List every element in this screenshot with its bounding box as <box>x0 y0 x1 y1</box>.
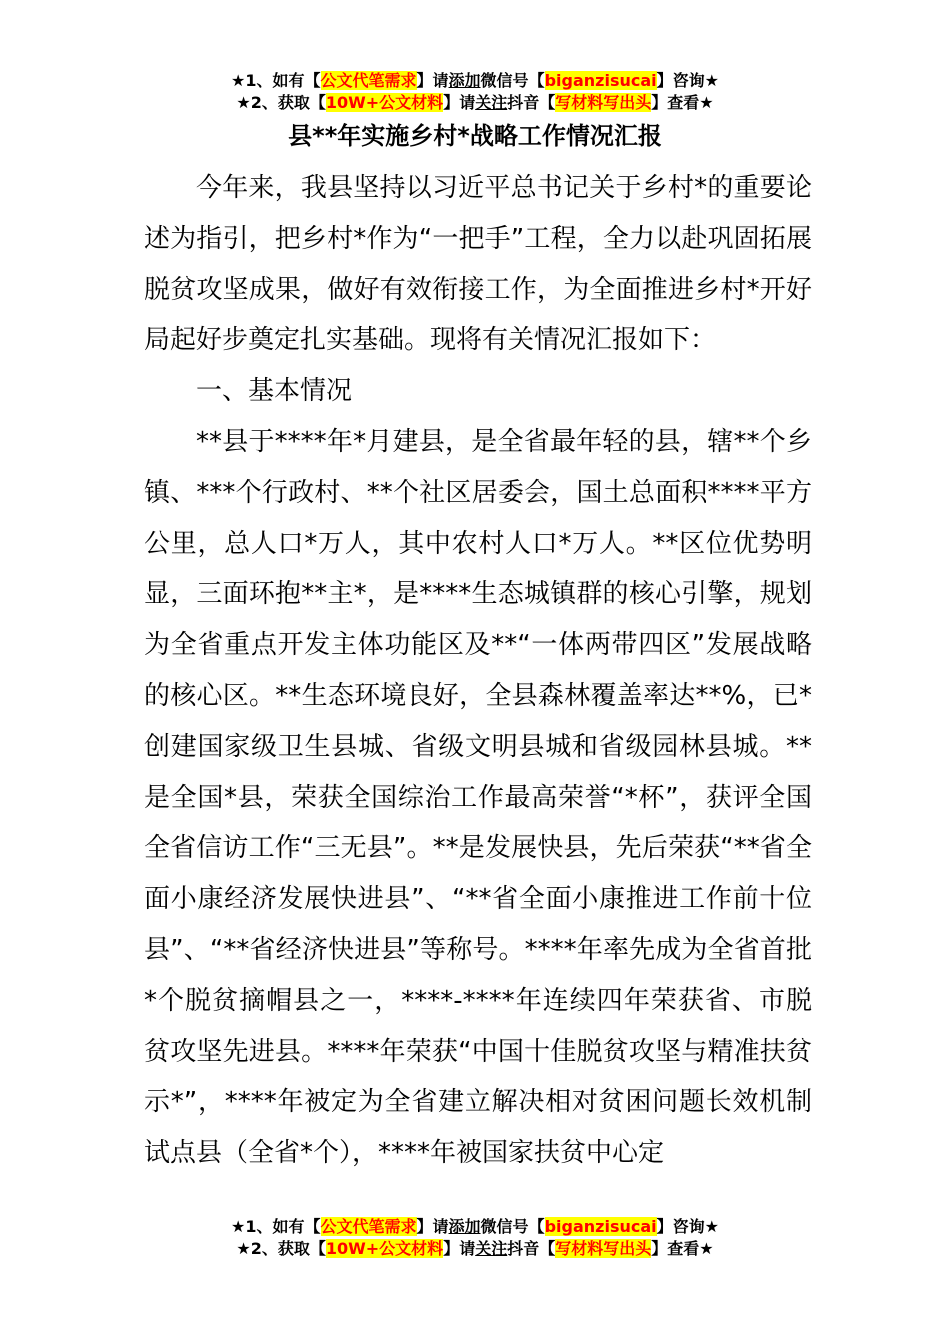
promo-wechat-id: biganzisucai <box>544 71 657 90</box>
promo-line-1: ★1、如有【公文代笔需求】请添加微信号【biganzisucai】咨询★ <box>231 71 719 90</box>
bottom-promo-banner <box>0 1216 950 1260</box>
promo-account: 写材料写出头 <box>555 93 652 112</box>
promo-line-2: ★2、获取【10W+公文材料】请关注抖音【写材料写出头】查看★ <box>236 1239 714 1258</box>
paragraph-intro: 今年来，我县坚持以习近平总书记关于乡村*的重要论述为指引，把乡村*作为“一把手”工程，全力以赴巩固拓展脱贫攻坚成果，做好有效衔接工作，为全面推进乡村*开好局起好步奠定扎实基础。现将有关情况汇报如下： <box>144 173 812 356</box>
promo-highlight: 公文代笔需求 <box>320 71 417 90</box>
promo-account: 写材料写出头 <box>555 1239 652 1258</box>
top-promo-banner <box>0 70 950 114</box>
promo-highlight: 公文代笔需求 <box>320 1217 417 1236</box>
promo-highlight: 10W+公文材料 <box>325 93 444 112</box>
document-body <box>144 163 812 1179</box>
promo-line-1: ★1、如有【公文代笔需求】请添加微信号【biganzisucai】咨询★ <box>231 1217 719 1236</box>
promo-line-2: ★2、获取【10W+公文材料】请关注抖音【写材料写出头】查看★ <box>236 93 714 112</box>
section-heading: 一、基本情况 <box>196 376 353 407</box>
promo-highlight: 10W+公文材料 <box>325 1239 444 1258</box>
paragraph-basic-info: **县于****年*月建县，是全省最年轻的县，辖**个乡镇、***个行政村、**个社区居委会，国土总面积****平方公里，总人口*万人，其中农村人口*万人。**区位优势明显，三面环抱**主*，是****生态城镇群的核心引擎，规划为全省重点开发主体功能区及**“一体两带四区”发展战略的核心区。**生态环境良好，全县森林覆盖率达**%，已*创建国家级卫生县城、省级文明县城和省级园林县城。**是全国*县，荣获全国综治工作最高荣誉“*杯”，获评全国全省信访工作“三无县”。**是发展快县，先后荣获“**省全面小康经济发展快进县”、“**省全面小康推进工作前十位县”、“**省经济快进县”等称号。****年率先成为全省首批*个脱贫摘帽县之一，****-****年连续四年荣获省、市脱贫攻坚先进县。****年荣获“中国十佳脱贫攻坚与精准扶贫示*”，****年被定为全省建立解决相对贫困问题长效机制试点县（全省*个），****年被国家扶贫中心定 <box>144 426 812 1169</box>
promo-wechat-id: biganzisucai <box>544 1217 657 1236</box>
document-title: 县**年实施乡村*战略工作情况汇报 <box>288 122 662 150</box>
